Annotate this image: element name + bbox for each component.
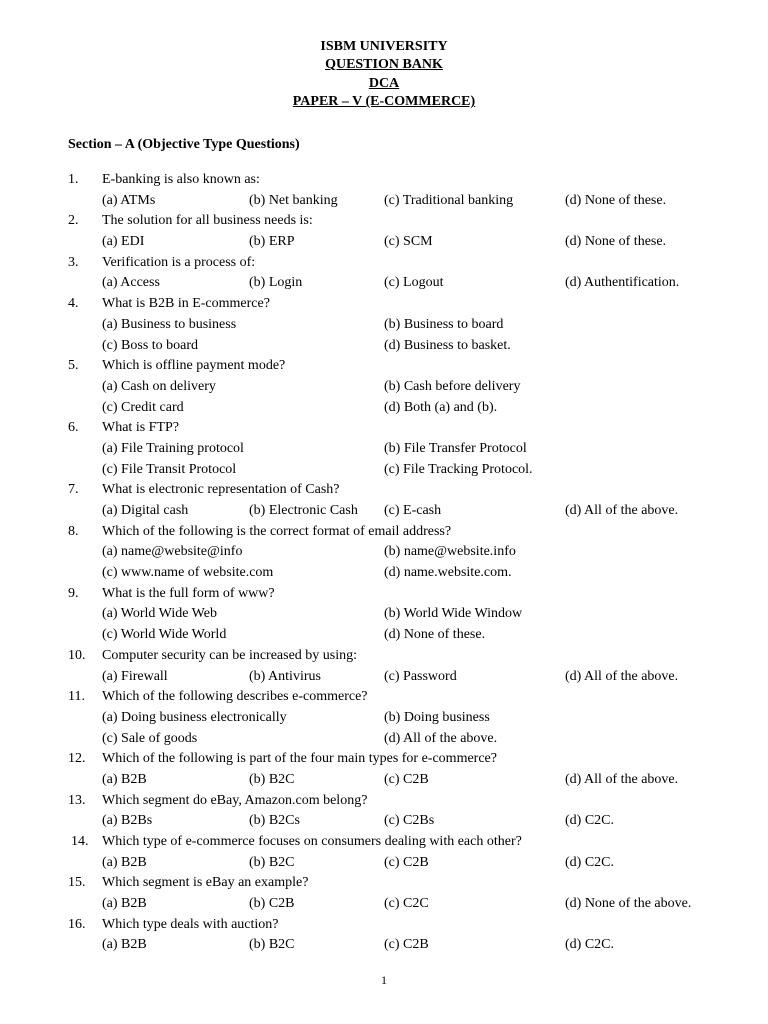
question-text: What is the full form of www? xyxy=(102,585,275,601)
options-row xyxy=(0,542,768,563)
option: (b) Antivirus xyxy=(249,668,321,684)
option: (d) Business to basket. xyxy=(384,337,511,353)
options-row xyxy=(0,460,768,481)
option: (a) Digital cash xyxy=(102,503,189,518)
option: (b) C2B xyxy=(249,896,295,912)
question-number: 2. xyxy=(68,213,79,229)
option: (b) Cash before delivery xyxy=(384,378,521,394)
question-text: Which segment is eBay an example? xyxy=(102,875,309,891)
option: (a) Business to business xyxy=(102,316,237,332)
question-row xyxy=(0,832,768,853)
option: (d) Authentification. xyxy=(565,275,680,291)
option: (d) All of the above. xyxy=(565,771,679,787)
question-number: 8. xyxy=(68,523,79,539)
option: (c) File Transit Protocol xyxy=(102,461,237,477)
option: (b) Net banking xyxy=(249,192,338,208)
options-row xyxy=(0,935,768,956)
question-text: Which segment do eBay, Amazon.com belong? xyxy=(102,792,368,808)
option: (a) Access xyxy=(102,275,160,291)
option: (c) Sale of goods xyxy=(102,730,198,746)
question-text: Computer security can be increased by using: xyxy=(102,647,358,663)
question-text: Which type of e-commerce focuses on consumers dealing with each other? xyxy=(102,834,522,849)
options-row xyxy=(0,377,768,398)
options-row xyxy=(0,729,768,750)
question-row xyxy=(0,522,768,543)
question-text: Verification is a process of: xyxy=(102,254,256,270)
option: (a) Doing business electronically xyxy=(102,709,287,725)
option: (a) ATMs xyxy=(102,192,156,208)
question-row xyxy=(0,584,768,605)
options-row xyxy=(0,501,768,522)
question-number: 15. xyxy=(68,875,86,891)
question-row xyxy=(0,915,768,936)
page-number: 1 xyxy=(381,973,387,987)
course-name: DCA xyxy=(368,75,400,91)
option: (a) B2B xyxy=(102,896,147,912)
question-text: Which type deals with auction? xyxy=(102,916,279,932)
options-row xyxy=(0,708,768,729)
option: (c) E-cash xyxy=(384,503,442,518)
option: (a) B2B xyxy=(102,937,147,953)
question-number: 13. xyxy=(68,792,86,808)
question-number: 9. xyxy=(68,585,79,601)
option: (c) Traditional banking xyxy=(384,192,514,208)
option: (c) Password xyxy=(384,668,457,684)
option: (c) Logout xyxy=(384,275,444,291)
question-text: E-banking is also known as: xyxy=(102,172,260,187)
question-number: 10. xyxy=(68,647,86,663)
option: (c) Boss to board xyxy=(102,337,199,353)
options-row xyxy=(0,191,768,212)
question-text: Which of the following describes e-commerce? xyxy=(102,689,368,705)
option: (b) Login xyxy=(249,275,303,291)
option: (a) B2Bs xyxy=(102,813,153,829)
option: (a) B2B xyxy=(102,771,147,787)
options-row xyxy=(0,232,768,253)
question-number: 6. xyxy=(68,420,79,436)
options-row xyxy=(0,315,768,336)
question-row xyxy=(0,294,768,315)
options-row xyxy=(0,894,768,915)
question-text: Which of the following is part of the four main types for e-commerce? xyxy=(102,751,497,767)
options-row xyxy=(0,770,768,791)
document-header xyxy=(0,38,768,112)
options-row xyxy=(0,625,768,646)
question-row xyxy=(0,646,768,667)
option: (d) None of the above. xyxy=(565,896,692,912)
question-number: 4. xyxy=(68,296,79,312)
question-row xyxy=(0,356,768,377)
question-text: What is electronic representation of Cash? xyxy=(102,482,340,498)
option: (b) Business to board xyxy=(384,316,504,332)
option: (a) EDI xyxy=(102,234,145,250)
question-row xyxy=(0,211,768,232)
question-row xyxy=(0,253,768,274)
option: (d) name.website.com. xyxy=(384,565,512,581)
option: (c) File Tracking Protocol. xyxy=(384,461,533,477)
option: (d) None of these. xyxy=(565,192,667,208)
question-number: 11. xyxy=(68,689,85,705)
options-row xyxy=(0,604,768,625)
option: (b) ERP xyxy=(249,234,295,250)
question-number: 1. xyxy=(68,172,79,187)
question-row xyxy=(0,170,768,191)
option: (b) B2Cs xyxy=(249,813,300,829)
question-row xyxy=(0,480,768,501)
option: (d) C2C. xyxy=(565,937,614,953)
option: (b) name@website.info xyxy=(384,544,516,560)
option: (d) None of these. xyxy=(565,234,667,250)
question-text: Which is offline payment mode? xyxy=(102,358,286,374)
option: (d) All of the above. xyxy=(565,668,679,684)
question-text: Which of the following is the correct format of email address? xyxy=(102,523,452,539)
option: (d) All of the above. xyxy=(384,730,498,746)
option: (d) C2C. xyxy=(565,813,614,829)
options-row xyxy=(0,853,768,874)
option: (d) All of the above. xyxy=(565,503,679,518)
question-number: 3. xyxy=(68,254,79,270)
question-number: 16. xyxy=(68,916,86,932)
options-row xyxy=(0,667,768,688)
question-row xyxy=(0,749,768,770)
option: (b) World Wide Window xyxy=(384,606,523,622)
option: (b) Electronic Cash xyxy=(249,503,358,518)
question-text: The solution for all business needs is: xyxy=(102,213,313,229)
university-name: ISBM UNIVERSITY xyxy=(320,39,448,54)
options-row xyxy=(0,336,768,357)
option: (c) C2B xyxy=(384,937,429,953)
options-row xyxy=(0,563,768,584)
option: (c) C2Bs xyxy=(384,813,435,829)
option: (a) Firewall xyxy=(102,668,168,684)
option: (c) C2B xyxy=(384,771,429,787)
option: (b) File Transfer Protocol xyxy=(384,440,527,456)
question-row xyxy=(0,873,768,894)
question-number: 12. xyxy=(68,751,86,767)
option: (c) World Wide World xyxy=(102,627,227,643)
option: (a) name@website@info xyxy=(102,544,243,560)
question-number: 14. xyxy=(71,834,89,849)
question-number: 7. xyxy=(68,482,79,498)
question-row xyxy=(0,791,768,812)
option: (d) C2C. xyxy=(565,854,614,870)
options-row xyxy=(0,439,768,460)
option: (c) C2C xyxy=(384,896,429,912)
option: (b) B2C xyxy=(249,771,295,787)
question-row xyxy=(0,687,768,708)
question-bank-title: QUESTION BANK xyxy=(325,57,443,73)
options-row xyxy=(0,811,768,832)
options-row xyxy=(0,398,768,419)
option: (b) B2C xyxy=(249,937,295,953)
paper-title: PAPER – V (E-COMMERCE) xyxy=(292,94,476,110)
option: (b) Doing business xyxy=(384,709,490,725)
question-list xyxy=(0,170,768,956)
section-title: Section – A (Objective Type Questions) xyxy=(68,137,300,152)
option: (b) B2C xyxy=(249,854,295,870)
option: (a) Cash on delivery xyxy=(102,378,216,394)
options-row xyxy=(0,273,768,294)
option: (a) B2B xyxy=(102,854,147,870)
question-row xyxy=(0,418,768,439)
option: (c) Credit card xyxy=(102,399,184,415)
option: (d) None of these. xyxy=(384,627,486,643)
option: (d) Both (a) and (b). xyxy=(384,399,498,415)
question-text: What is B2B in E-commerce? xyxy=(102,296,270,312)
option: (a) World Wide Web xyxy=(102,606,217,622)
option: (c) C2B xyxy=(384,854,429,870)
option: (a) File Training protocol xyxy=(102,440,244,456)
question-text: What is FTP? xyxy=(102,420,179,436)
option: (c) www.name of website.com xyxy=(102,565,274,581)
question-number: 5. xyxy=(68,358,79,374)
option: (c) SCM xyxy=(384,234,433,250)
